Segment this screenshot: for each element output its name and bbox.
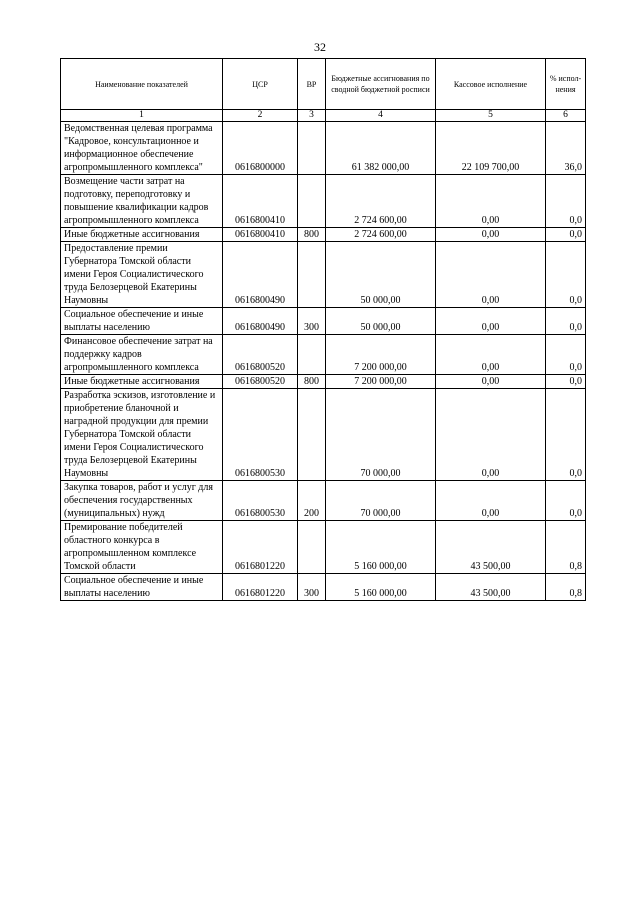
csr-code: 0616801220 [223,521,298,574]
header-row [61,59,586,110]
csr-code: 0616800530 [223,481,298,521]
table-row [61,175,586,228]
cash-execution: 43 500,00 [436,574,546,601]
execution-percent: 0,0 [546,375,586,389]
indicator-name: Премирование победителей областного конкурса в агропромышленном комплексе Томской области [61,521,223,574]
execution-percent: 36,0 [546,122,586,175]
header-name: Наименование показателей [61,59,223,110]
indicator-name: Закупка товаров, работ и услуг для обеспечения государственных (муниципальных) нужд [61,481,223,521]
column-number-row [61,110,586,122]
indicator-name: Социальное обеспечение и иные выплаты населению [61,574,223,601]
indicator-name: Иные бюджетные ассигнования [61,375,223,389]
indicator-name: Возмещение части затрат на подготовку, переподготовку и повышение квалификации кадров агропромышленного комплекса [61,175,223,228]
budget-amount: 7 200 000,00 [326,375,436,389]
header-csr: ЦСР [223,59,298,110]
table-row [61,228,586,242]
csr-code: 0616800520 [223,375,298,389]
csr-code: 0616800410 [223,175,298,228]
budget-amount: 7 200 000,00 [326,335,436,375]
vr-code [298,175,326,228]
indicator-name: Финансовое обеспечение затрат на поддержку кадров агропромышленного комплекса [61,335,223,375]
table-row [61,335,586,375]
budget-amount: 5 160 000,00 [326,521,436,574]
execution-percent: 0,8 [546,521,586,574]
cash-execution: 0,00 [436,228,546,242]
vr-code [298,389,326,481]
budget-amount: 2 724 600,00 [326,175,436,228]
cash-execution: 0,00 [436,242,546,308]
csr-code: 0616800000 [223,122,298,175]
execution-percent: 0,0 [546,308,586,335]
execution-percent: 0,0 [546,228,586,242]
column-number: 4 [326,110,436,122]
vr-code: 200 [298,481,326,521]
indicator-name: Разработка эскизов, изготовление и приобретение бланочной и наградной продукции для премии Губернатора Томской области имени Героя Социалистического труда Белозерцевой Екатерины Наумовны [61,389,223,481]
cash-execution: 0,00 [436,335,546,375]
vr-code [298,521,326,574]
budget-amount: 5 160 000,00 [326,574,436,601]
execution-percent: 0,0 [546,389,586,481]
indicator-name: Предоставление премии Губернатора Томской области имени Героя Социалистического труда Белозерцевой Екатерины Наумовны [61,242,223,308]
header-vr: ВР [298,59,326,110]
table-row [61,122,586,175]
budget-amount: 50 000,00 [326,242,436,308]
table-row [61,521,586,574]
execution-percent: 0,0 [546,242,586,308]
indicator-name: Социальное обеспечение и иные выплаты населению [61,308,223,335]
header-budget: Бюджетные ассигнования по сводной бюджетной росписи [326,59,436,110]
csr-code: 0616800410 [223,228,298,242]
column-number: 2 [223,110,298,122]
vr-code [298,122,326,175]
cash-execution: 43 500,00 [436,521,546,574]
cash-execution: 0,00 [436,481,546,521]
budget-amount: 50 000,00 [326,308,436,335]
cash-execution: 0,00 [436,308,546,335]
execution-percent: 0,8 [546,574,586,601]
column-number: 5 [436,110,546,122]
vr-code [298,335,326,375]
table-row [61,481,586,521]
header-percent: % испол-нения [546,59,586,110]
cash-execution: 0,00 [436,175,546,228]
column-number: 6 [546,110,586,122]
budget-amount: 70 000,00 [326,481,436,521]
table-row [61,389,586,481]
budget-amount: 2 724 600,00 [326,228,436,242]
execution-percent: 0,0 [546,335,586,375]
cash-execution: 0,00 [436,375,546,389]
csr-code: 0616800490 [223,308,298,335]
cash-execution: 0,00 [436,389,546,481]
csr-code: 0616800490 [223,242,298,308]
csr-code: 0616800520 [223,335,298,375]
vr-code: 300 [298,308,326,335]
vr-code: 800 [298,228,326,242]
csr-code: 0616800530 [223,389,298,481]
csr-code: 0616801220 [223,574,298,601]
execution-percent: 0,0 [546,481,586,521]
table-row [61,308,586,335]
budget-amount: 70 000,00 [326,389,436,481]
table-row [61,242,586,308]
budget-amount: 61 382 000,00 [326,122,436,175]
table-row [61,375,586,389]
vr-code: 300 [298,574,326,601]
vr-code: 800 [298,375,326,389]
column-number: 1 [61,110,223,122]
execution-percent: 0,0 [546,175,586,228]
column-number: 3 [298,110,326,122]
header-cash: Кассовое исполнение [436,59,546,110]
indicator-name: Иные бюджетные ассигнования [61,228,223,242]
budget-execution-table [60,58,586,601]
cash-execution: 22 109 700,00 [436,122,546,175]
vr-code [298,242,326,308]
page-number: 32 [314,40,326,54]
table-row [61,574,586,601]
indicator-name: Ведомственная целевая программа "Кадровое, консультационное и информационное обеспечение агропромышленного комплекса" [61,122,223,175]
